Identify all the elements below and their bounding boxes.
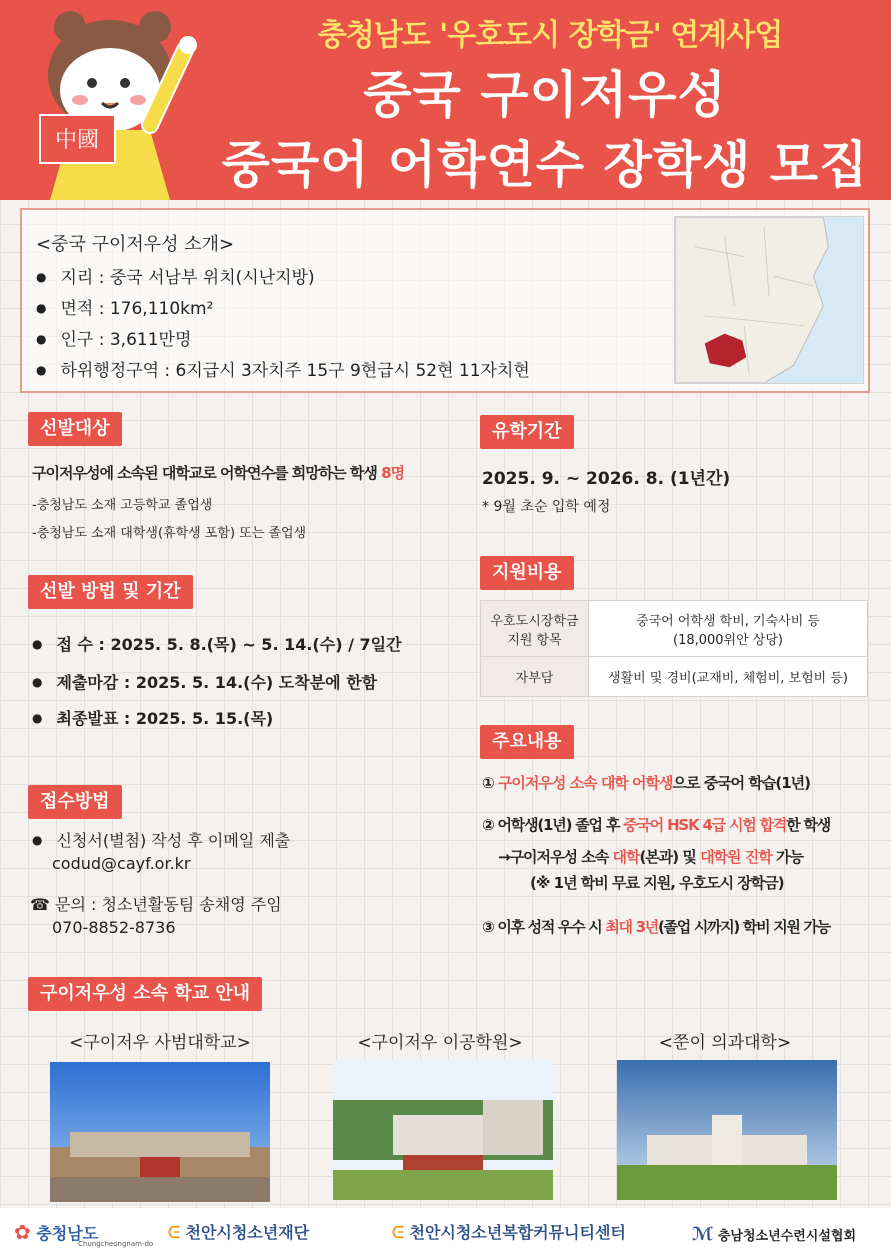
content-text: (본과) 및 [639,848,701,866]
school-title-3: <쭌이 의과대학> [658,1033,792,1053]
selection-main-text: 구이저우성에 소속된 대학교로 어학연수를 희망하는 학생 [32,464,382,482]
logo-association [692,1224,856,1245]
header-subtitle: 충청남도 '우호도시 장학금' 연계사업 [317,18,783,53]
contact-phone: 070-8852-8736 [52,918,176,937]
school-title-1: <구이저우 사범대학교> [69,1033,251,1053]
period-tag: 유학기간 [480,415,574,449]
content-item-3 [498,846,803,867]
period-dates: 2025. 9. ~ 2026. 8. (1년간) [482,469,731,489]
content-item-2 [482,814,830,835]
footer-logos [0,1208,891,1260]
flower-icon: ✿ [14,1220,31,1244]
intro-item: ● 하위행정구역 : 6지급시 3자치주 15구 9현급시 52현 11자치현 [36,355,530,386]
apply-email: codud@cayf.or.kr [52,854,191,873]
cost-tag: 지원비용 [480,556,574,590]
school-photo-2 [333,1060,553,1200]
cost-head-1: 우호도시장학금 지원 항목 [481,601,589,657]
contact-line [30,892,282,915]
logo-cheonan-foundation-text: 천안시청소년재단 [185,1223,310,1242]
school-photo-3 [617,1060,837,1200]
method-item: ● 제출마감 : 2025. 5. 14.(수) 도착분에 한함 [32,670,402,706]
content-text: ③ 이후 성적 우수 시 [482,918,606,936]
logo-community-center [392,1220,626,1243]
province-intro-box [20,208,870,393]
logo-chungnam-text: 충청남도 [36,1224,99,1243]
content-highlight: 구이저우성 소속 대학 어학생 [497,774,673,792]
association-icon: ℳ [692,1224,714,1245]
contents-tag: 주요내용 [480,725,574,759]
content-text: 가능 [771,848,803,866]
content-highlight: 중국어 HSK 4급 시험 합격 [623,816,787,834]
selection-tag: 선발대상 [28,412,122,446]
header-title-line2: 중국어 어학연수 장학생 모집 [221,136,869,194]
logo-community-center-text: 천안시청소년복합커뮤니티센터 [409,1223,626,1242]
apply-list [32,828,290,851]
method-list [32,632,402,729]
selection-sub2: -충청남도 소재 대학생(휴학생 포함) 또는 졸업생 [32,526,307,541]
logo-chungnam [14,1220,153,1248]
intro-item: ● 지리 : 중국 서남부 위치(시난지방) [36,262,530,293]
intro-list [36,262,530,386]
period-note: * 9월 초순 입학 예정 [482,499,611,515]
method-item: ● 접 수 : 2025. 5. 8.(목) ~ 5. 14.(수) / 7일간 [32,632,402,670]
china-map-image [674,216,864,384]
content-item-1 [482,772,810,793]
header-banner [0,0,891,200]
content-text: 으로 중국어 학습(1년) [672,774,811,792]
content-text: ① [482,774,498,792]
intro-item: ● 인구 : 3,611만명 [36,324,530,355]
content-highlight: 최대 3년 [605,918,658,936]
intro-item: ● 면적 : 176,110km² [36,293,530,324]
content-item-4: (※ 1년 학비 무료 지원, 우호도시 장학금) [530,874,784,892]
schools-tag: 구이저우성 소속 학교 안내 [28,977,262,1011]
caf-icon: ᕮ [168,1223,180,1242]
school-photo-1 [50,1062,270,1202]
logo-chungnam-sub: Chungcheongnam-do [78,1240,154,1248]
contact-text: 문의 : 청소년활동팀 송채영 주임 [55,895,282,914]
content-text: ② 어학생(1년) 졸업 후 [482,816,624,834]
selection-main [32,462,404,483]
selection-sub1: -충청남도 소재 고등학교 졸업생 [32,498,213,513]
apply-tag: 접수방법 [28,785,122,819]
method-item: ● 최종발표 : 2025. 5. 15.(목) [32,706,402,729]
content-text: (졸업 시까지) 학비 지원 가능 [657,918,830,936]
intro-heading: <중국 구이저우성 소개> [36,234,235,255]
mascot-illustration [10,5,210,200]
cost-head-2: 자부담 [481,657,589,697]
badge-text: 中國 [54,128,100,153]
cost-val-2: 생활비 및 경비(교재비, 체험비, 보험비 등) [589,657,868,697]
cost-val-1: 중국어 어학생 학비, 기숙사비 등 (18,000위안 상당) [589,601,868,657]
header-title-line1: 중국 구이저우성 [363,66,727,124]
content-item-5 [482,916,830,937]
phone-icon: ☎ [30,895,56,914]
content-text: 한 학생 [786,816,831,834]
content-text: →구이저우성 소속 [498,848,613,866]
content-highlight: 대학원 진학 [700,848,772,866]
logo-cheonan-foundation [168,1220,309,1243]
content-highlight: 대학 [612,848,640,866]
method-tag: 선발 방법 및 기간 [28,575,193,609]
selection-count: 8명 [381,464,405,482]
cost-table [480,600,868,697]
caf-icon: ᕮ [392,1223,404,1242]
apply-item: ● 신청서(별첨) 작성 후 이메일 제출 [32,828,290,851]
logo-association-text: 충남청소년수련시설협회 [717,1229,856,1244]
school-title-2: <구이저우 이공학원> [357,1033,523,1053]
